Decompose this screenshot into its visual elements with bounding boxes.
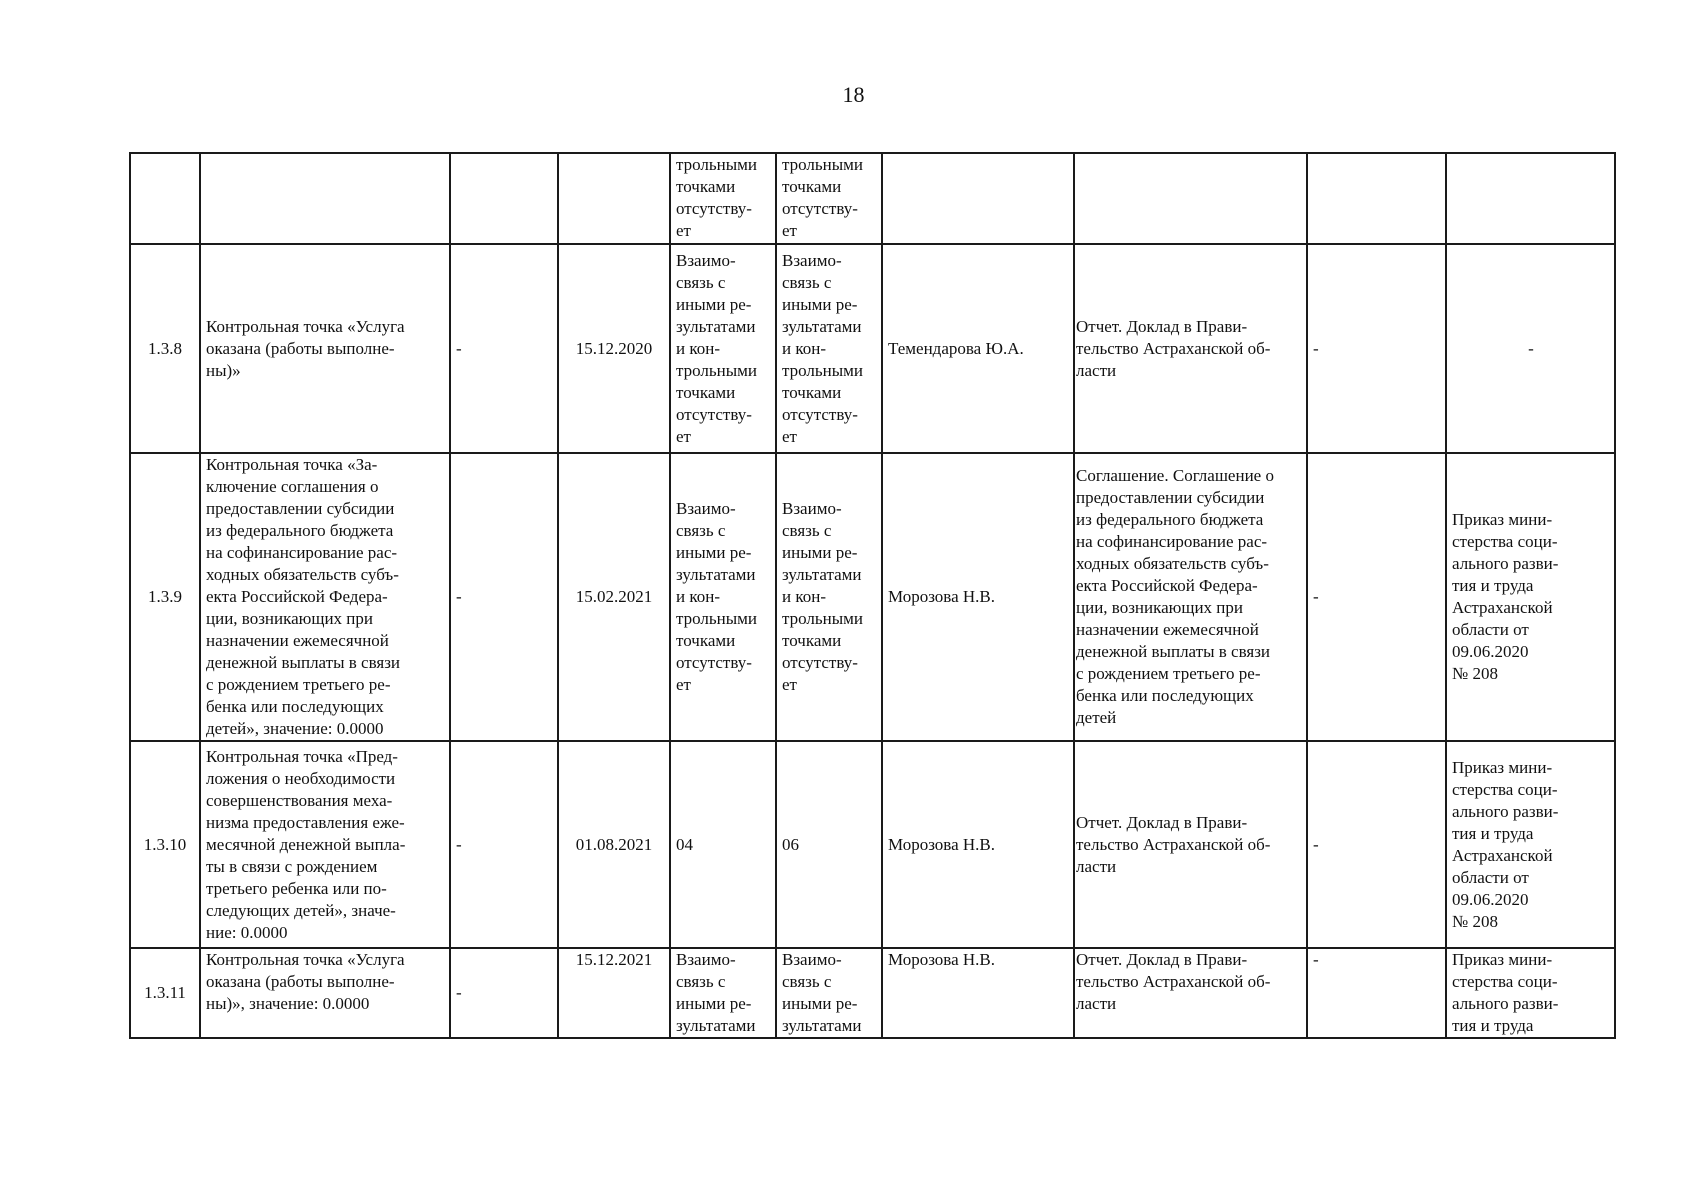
responsible-person: Морозова Н.В. bbox=[882, 948, 1074, 1038]
result-document: Отчет. Доклад в Прави- тельство Астраханской об- ласти bbox=[1074, 244, 1307, 453]
table-row bbox=[130, 244, 1615, 453]
relation-cell-b: Взаимо- связь с иными ре- зультатами и кон- трольными точками отсутству- ет bbox=[776, 453, 882, 741]
predecessor-cell bbox=[450, 153, 558, 244]
predecessor-cell: - bbox=[450, 948, 558, 1038]
relation-cell-b: 06 bbox=[776, 741, 882, 948]
relation-cell-a: Взаимо- связь с иными ре- зультатами и кон- трольными точками отсутству- ет bbox=[670, 244, 776, 453]
table-row bbox=[130, 153, 1615, 244]
relation-cell-b: Взаимо- связь с иными ре- зультатами bbox=[776, 948, 882, 1038]
result-document: Соглашение. Соглашение о предоставлении субсидии из федерального бюджета на софинансирование рас- ходных обязательств субъ- екта Российской Федера- ции, возникающих при назначении ежемесячной денежной выплаты в связи с рождением третьего ре- бенка или последующих детей bbox=[1074, 453, 1307, 741]
result-document: Отчет. Доклад в Прави- тельство Астраханской об- ласти bbox=[1074, 948, 1307, 1038]
row-number: 1.3.8 bbox=[130, 244, 200, 453]
table-row bbox=[130, 741, 1615, 948]
relation-cell-a: Взаимо- связь с иными ре- зультатами и кон- трольными точками отсутству- ет bbox=[670, 453, 776, 741]
predecessor-cell: - bbox=[450, 741, 558, 948]
row-number: 1.3.9 bbox=[130, 453, 200, 741]
relation-cell-a: трольными точками отсутству- ет bbox=[670, 153, 776, 244]
responsible-person bbox=[882, 153, 1074, 244]
extra-cell: - bbox=[1307, 741, 1446, 948]
row-number: 1.3.11 bbox=[130, 948, 200, 1038]
relation-cell-a: 04 bbox=[670, 741, 776, 948]
control-point-name: Контрольная точка «Услуга оказана (работы выполне- ны)», значение: 0.0000 bbox=[200, 948, 450, 1038]
responsible-person: Темендарова Ю.А. bbox=[882, 244, 1074, 453]
relation-cell-b: Взаимо- связь с иными ре- зультатами и кон- трольными точками отсутству- ет bbox=[776, 244, 882, 453]
deadline-date: 15.12.2020 bbox=[558, 244, 670, 453]
page-number: 18 bbox=[842, 82, 865, 107]
control-point-name: Контрольная точка «За- ключение соглашения о предоставлении субсидии из федерального бюджета на софинансирование рас- ходных обязательств субъ- екта Российской Федера- ции, возникающих при назначении ежемесячной денежной выплаты в связи с рождением третьего ре- бенка или последующих детей», значение: 0.0000 bbox=[200, 453, 450, 741]
result-document bbox=[1074, 153, 1307, 244]
control-point-name bbox=[200, 153, 450, 244]
legal-basis: Приказ мини- стерства соци- ального разви- тия и труда Астраханской области от 09.06.2020 № 208 bbox=[1446, 741, 1615, 948]
relation-cell-b: трольными точками отсутству- ет bbox=[776, 153, 882, 244]
extra-cell: - bbox=[1307, 244, 1446, 453]
relation-cell-a: Взаимо- связь с иными ре- зультатами bbox=[670, 948, 776, 1038]
row-number: 1.3.10 bbox=[130, 741, 200, 948]
deadline-date bbox=[558, 153, 670, 244]
legal-basis bbox=[1446, 153, 1615, 244]
deadline-date: 01.08.2021 bbox=[558, 741, 670, 948]
control-point-name: Контрольная точка «Пред- ложения о необходимости совершенствования меха- низма предоставления еже- месячной денежной выпла- ты в связи с рождением третьего ребенка или по- следующих детей», значе- ние: 0.0000 bbox=[200, 741, 450, 948]
predecessor-cell: - bbox=[450, 453, 558, 741]
control-point-name: Контрольная точка «Услуга оказана (работы выполне- ны)» bbox=[200, 244, 450, 453]
deadline-date: 15.12.2021 bbox=[558, 948, 670, 1038]
legal-basis: Приказ мини- стерства соци- ального разви- тия и труда bbox=[1446, 948, 1615, 1038]
extra-cell: - bbox=[1307, 948, 1446, 1038]
predecessor-cell: - bbox=[450, 244, 558, 453]
result-document: Отчет. Доклад в Прави- тельство Астраханской об- ласти bbox=[1074, 741, 1307, 948]
legal-basis: Приказ мини- стерства соци- ального разви- тия и труда Астраханской области от 09.06.2020 № 208 bbox=[1446, 453, 1615, 741]
row-number bbox=[130, 153, 200, 244]
table-row bbox=[130, 948, 1615, 1038]
deadline-date: 15.02.2021 bbox=[558, 453, 670, 741]
legal-basis: - bbox=[1446, 244, 1615, 453]
extra-cell: - bbox=[1307, 453, 1446, 741]
extra-cell bbox=[1307, 153, 1446, 244]
control-points-table bbox=[129, 152, 1616, 1039]
responsible-person: Морозова Н.В. bbox=[882, 453, 1074, 741]
table-row bbox=[130, 453, 1615, 741]
responsible-person: Морозова Н.В. bbox=[882, 741, 1074, 948]
